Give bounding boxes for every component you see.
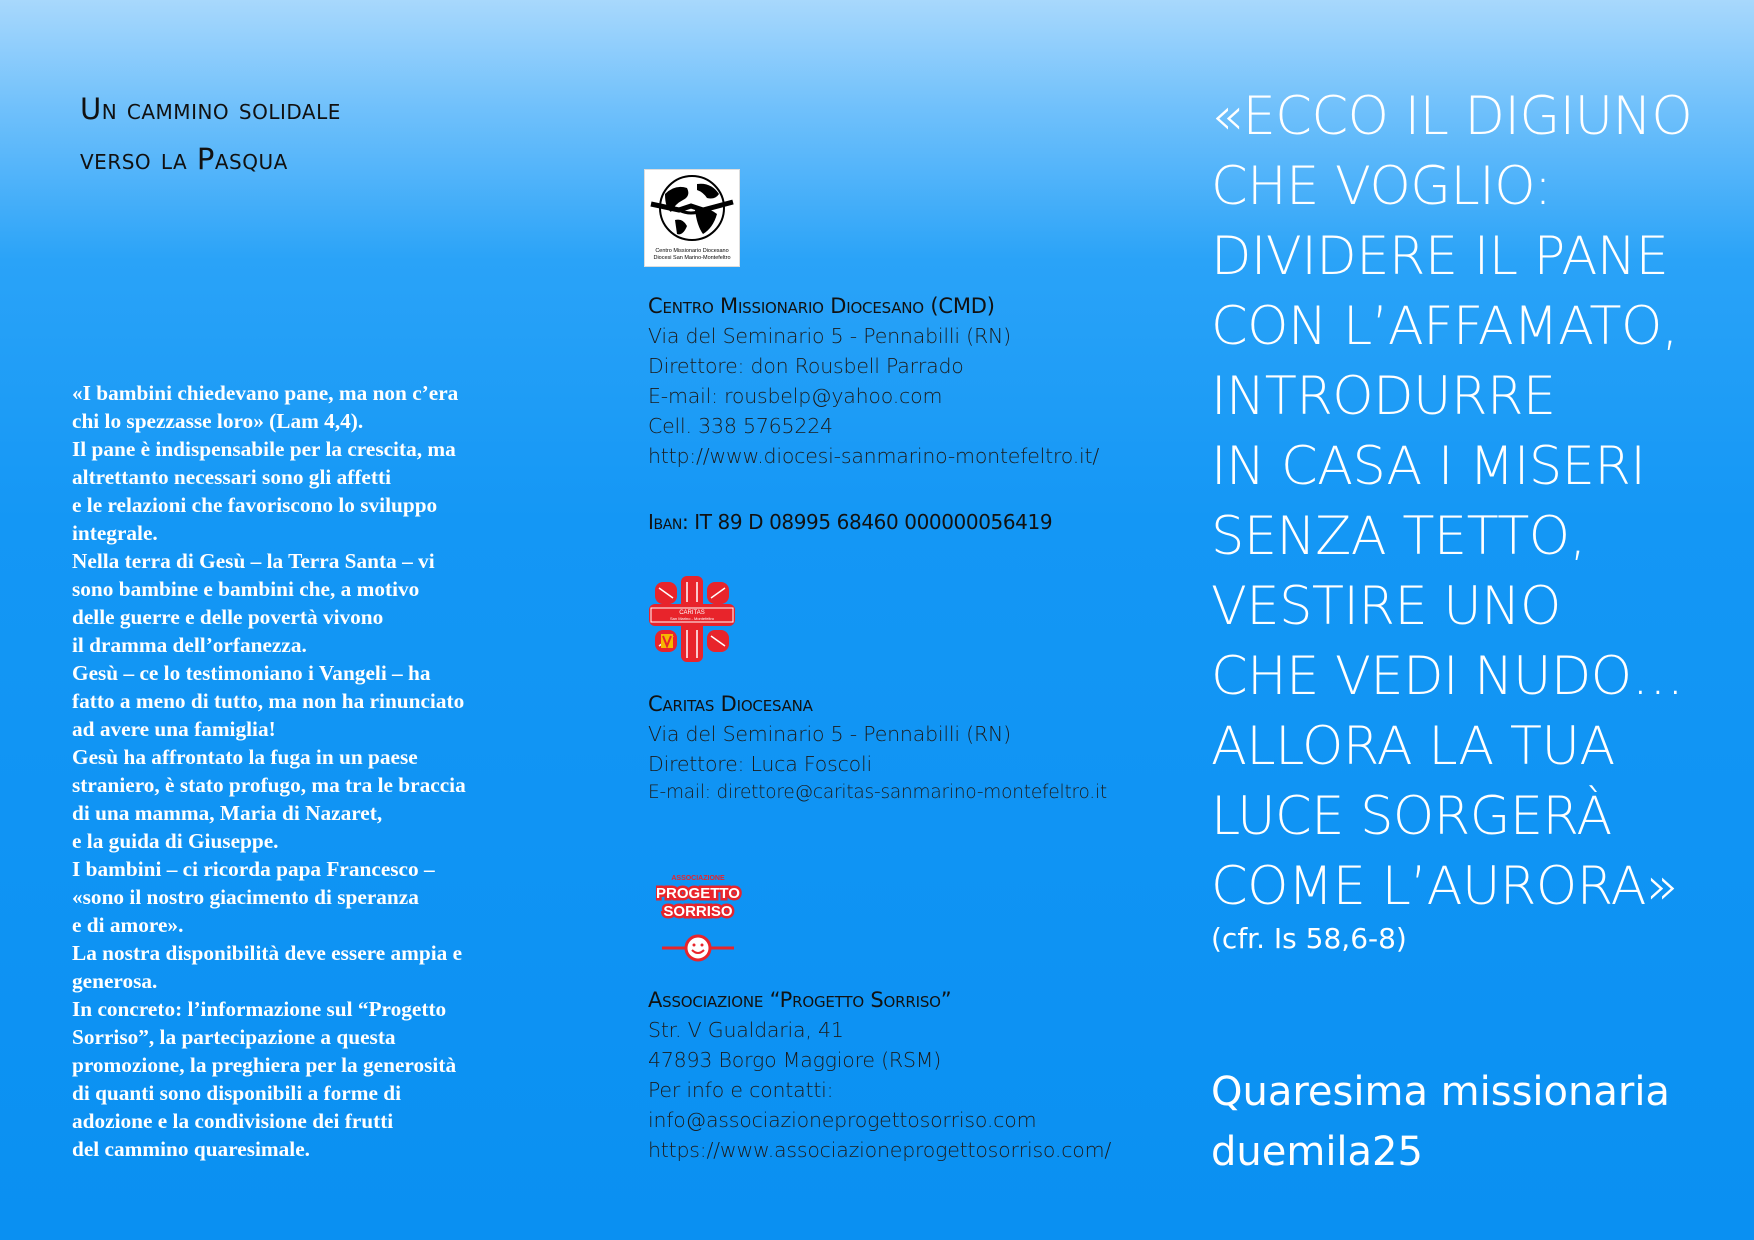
caritas-director: Direttore: Luca Foscoli <box>648 752 872 776</box>
quote-line: VESTIRE UNO <box>1211 576 1561 637</box>
quote-line: LUCE SORGERÀ <box>1211 786 1612 847</box>
body-text-line: il dramma dell’orfanezza. <box>72 633 307 657</box>
cmd-phone: Cell. 338 5765224 <box>648 414 833 438</box>
sorriso-address: Str. V Gualdaria, 41 <box>648 1018 844 1042</box>
sorriso-logo-text-3: SORRISO <box>663 903 733 920</box>
campaign-title-line-1: Quaresima missionaria <box>1211 1069 1670 1115</box>
caritas-email-link[interactable]: E-mail: direttore@caritas-sanmarino-montefeltro.it <box>648 782 1107 803</box>
sorriso-logo-text-1: ASSOCIAZIONE <box>671 875 725 882</box>
caritas-title: Caritas Diocesana <box>648 692 813 716</box>
scripture-quote <box>1211 82 1692 922</box>
body-text-line: straniero, è stato profugo, ma tra le braccia <box>72 773 466 797</box>
body-text-line: Gesù ha affrontato la fuga in un paese <box>72 745 418 769</box>
globe-hands-icon <box>645 170 739 266</box>
cmd-director: Direttore: don Rousbell Parrado <box>648 354 964 378</box>
body-text-line: I bambini – ci ricorda papa Francesco – <box>72 857 435 881</box>
quote-line: CHE VOGLIO: <box>1211 156 1552 217</box>
body-text-line: del cammino quaresimale. <box>72 1137 310 1161</box>
quote-line: SENZA TETTO, <box>1211 506 1586 567</box>
caritas-cross-icon <box>647 574 737 664</box>
caritas-section <box>648 692 1107 807</box>
sorriso-city: 47893 Borgo Maggiore (RSM) <box>648 1048 942 1072</box>
body-text-line: sono bambine e bambini che, a motivo <box>72 577 420 601</box>
caritas-logo <box>647 574 737 664</box>
body-text-line: e la guida di Giuseppe. <box>72 829 279 853</box>
body-text-line: Gesù – ce lo testimoniano i Vangeli – ha <box>72 661 431 685</box>
cmd-title: Centro Missionario Diocesano (CMD) <box>648 294 995 318</box>
body-text-line: generosa. <box>72 969 158 993</box>
sorriso-title: Associazione “Progetto Sorriso” <box>648 988 952 1012</box>
body-text-line: chi lo spezzasse loro» (Lam 4,4). <box>72 409 364 433</box>
quote-line: IN CASA I MISERI <box>1211 436 1646 497</box>
body-text-line: altrettanto necessari sono gli affetti <box>72 465 391 489</box>
body-text-line: integrale. <box>72 521 158 545</box>
body-text-line: promozione, la preghiera per la generosità <box>72 1053 457 1077</box>
body-text-line: di quanti sono disponibili a forme di <box>72 1081 402 1105</box>
smile-logo-icon <box>656 868 742 968</box>
body-text-line: Sorriso”, la partecipazione a questa <box>72 1025 396 1049</box>
sorriso-email-link[interactable]: info@associazioneprogettosorriso.com <box>648 1108 1037 1132</box>
left-title <box>80 84 341 184</box>
cmd-email-link[interactable]: E-mail: rousbelp@yahoo.com <box>648 384 943 408</box>
cmd-logo-caption-1: Centro Missionario Diocesano <box>655 248 729 254</box>
quote-line: ALLORA LA TUA <box>1211 716 1615 777</box>
left-body-text <box>72 379 552 1163</box>
body-text-line: delle guerre e delle povertà vivono <box>72 605 384 629</box>
quote-line: INTRODURRE <box>1211 366 1556 427</box>
cmd-section <box>648 294 1099 471</box>
sorriso-logo-text-2: PROGETTO <box>656 885 740 902</box>
cmd-website-link[interactable]: http://www.diocesi-sanmarino-montefeltro.it/ <box>648 444 1100 468</box>
campaign-title-line-2: duemila25 <box>1211 1129 1423 1175</box>
caritas-logo-text-2: San Marino - Montefeltro <box>669 616 715 621</box>
cmd-iban: Iban: IT 89 D 08995 68460 000000056419 <box>648 510 1053 534</box>
left-title-line-2: verso la Pasqua <box>80 142 288 176</box>
quote-line: «ECCO IL DIGIUNO <box>1211 86 1693 147</box>
body-text-line: e le relazioni che favoriscono lo sviluppo <box>72 493 438 517</box>
body-text-line: Nella terra di Gesù – la Terra Santa – vi <box>72 549 435 573</box>
campaign-title <box>1211 1062 1670 1182</box>
left-title-line-1: Un cammino solidale <box>80 92 341 126</box>
body-text-line: Il pane è indispensabile per la crescita, ma <box>72 437 456 461</box>
caritas-address: Via del Seminario 5 - Pennabilli (RN) <box>648 722 1011 746</box>
body-text-line: «sono il nostro giacimento di speranza <box>72 885 419 909</box>
body-text-line: e di amore». <box>72 913 184 937</box>
sorriso-website-link[interactable]: https://www.associazioneprogettosorriso.com/ <box>648 1138 1112 1162</box>
body-text-line: In concreto: l’informazione sul “Progetto <box>72 997 447 1021</box>
body-text-line: fatto a meno di tutto, ma non ha rinunciato <box>72 689 465 713</box>
sorriso-info-label: Per info e contatti: <box>648 1078 834 1102</box>
cmd-address: Via del Seminario 5 - Pennabilli (RN) <box>648 324 1011 348</box>
quote-line: CON L’AFFAMATO, <box>1211 296 1678 357</box>
caritas-logo-text-1: CARITAS <box>679 610 705 616</box>
body-text-line: ad avere una famiglia! <box>72 717 276 741</box>
progetto-sorriso-logo <box>656 868 742 968</box>
scripture-citation: (cfr. Is 58,6-8) <box>1211 922 1407 955</box>
body-text-line: La nostra disponibilità deve essere ampia e <box>72 941 463 965</box>
cmd-logo <box>644 169 740 267</box>
quote-line: CHE VEDI NUDO… <box>1211 646 1684 707</box>
body-text-line: «I bambini chiedevano pane, ma non c’era <box>72 381 459 405</box>
cmd-logo-caption-2: Diocesi San Marino-Montefeltro <box>653 255 731 261</box>
sorriso-section <box>648 988 1111 1165</box>
quote-line: DIVIDERE IL PANE <box>1211 226 1669 287</box>
body-text-line: adozione e la condivisione dei frutti <box>72 1109 394 1133</box>
body-text-line: di una mamma, Maria di Nazaret, <box>72 801 383 825</box>
quote-line: COME L’AURORA» <box>1211 856 1678 917</box>
